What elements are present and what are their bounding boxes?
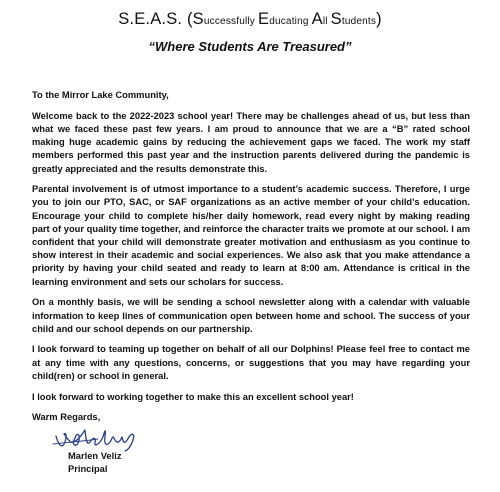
closing: Warm Regards,: [32, 412, 101, 423]
paragraph-contact: I look forward to teaming up together on behalf of all our Dolphins! Please feel free to contact me at any time with any questions, concerns, or suggestions that you may have regarding your child(ren) or school in general.: [32, 344, 470, 381]
title-suffix: ): [376, 10, 382, 28]
paragraph-welcome: Welcome back to the 2022-2023 school year! There may be challenges ahead of us, but less than what we faced these past few years. I am proud to announce that we are a “B” rated school making huge academic gains by reducing the achievement gaps we faced. The work my staff members performed this past year and the instruction parents delivered during the pandemic is greatly appreciated and the results demonstrate this.: [32, 110, 470, 174]
signer-block: [68, 450, 122, 476]
paragraph-closing-remark: I look forward to working together to make this an excellent school year!: [32, 391, 354, 402]
title-prefix: S.E.A.S. (: [118, 10, 193, 28]
title-rest-4: tudents: [341, 16, 377, 27]
title-initial-3: A: [311, 10, 323, 28]
title-initial-4: S: [330, 10, 342, 28]
school-motto: “Where Students Are Treasured”: [148, 39, 352, 54]
title-rest-1: uccessfully: [203, 16, 258, 27]
signer-name: Marlen Veliz: [68, 451, 122, 461]
title-rest-2: ducating: [269, 16, 312, 27]
school-title: [0, 10, 500, 29]
letter-body: [32, 89, 470, 432]
title-initial-1: S: [192, 10, 204, 28]
title-rest-3: ll: [322, 16, 331, 27]
signer-title: Principal: [68, 464, 108, 475]
title-initial-2: E: [257, 10, 270, 28]
paragraph-newsletter: On a monthly basis, we will be sending a school newsletter along with a calendar with valuable information to keep lines of communication open between home and school. The success of your child and our school depends on our partnership.: [32, 297, 470, 334]
salutation: To the Mirror Lake Community,: [32, 90, 169, 100]
signature-underline: [53, 439, 98, 444]
signature-stroke: [56, 430, 134, 451]
paragraph-parental-involvement: Parental involvement is of utmost importance to a student’s academic success. Therefore, I urge you to join our PTO, SAC, or SAF organizations as an active member of your child’s education. Encourage your child to complete his/her daily homework, read every night by making reading part of your quality time together, and reinforce the character traits we promote at our school. I am confident that your child will demonstrate greater motivation and enthusiasm as you continue to show interest in their academic and social experiences. We also ask that you make attendance a priority by having your child seated and ready to learn at 8:00 am. Attendance is critical in the learning environment and sets our scholars for success.: [32, 184, 470, 287]
